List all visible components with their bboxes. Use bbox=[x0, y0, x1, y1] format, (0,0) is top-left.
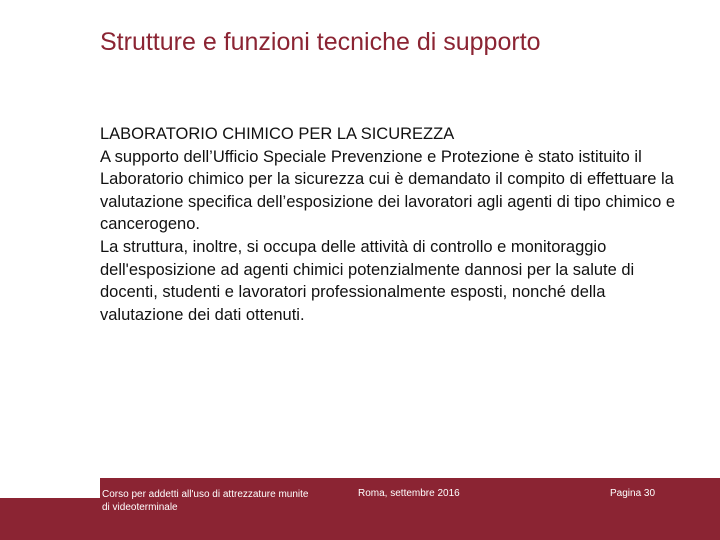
section-heading: LABORATORIO CHIMICO PER LA SICUREZZA bbox=[100, 125, 455, 143]
paragraph-activities: La struttura, inoltre, si occupa delle attività di controllo e monitoraggio dell'esposizione ad agenti chimici potenzialmente dannosi per la salute di docenti, studenti e lavoratori professionalmente esposti, nonché della valutazione dei dati ottenuti. bbox=[100, 237, 635, 324]
slide-title: Strutture e funzioni tecniche di supporto bbox=[100, 28, 541, 56]
footer-course-label: Corso per addetti all'uso di attrezzature munite di videoterminale bbox=[102, 489, 309, 513]
footer-page-number: Pagina 30 bbox=[610, 488, 656, 499]
paragraph-intro: A supporto dell’Ufficio Speciale Prevenzione e Protezione è stato istituito il Laboratorio chimico per la sicurezza cui è demandato il compito di effettuare la valutazione specifica dell’esposizione dei lavoratori agli agenti di tipo chimico e cancerogeno. bbox=[100, 147, 676, 234]
footer-bar bbox=[0, 478, 720, 540]
slide-body bbox=[100, 123, 690, 326]
footer-notch bbox=[0, 478, 100, 498]
footer-date: Roma, settembre 2016 bbox=[358, 488, 460, 499]
